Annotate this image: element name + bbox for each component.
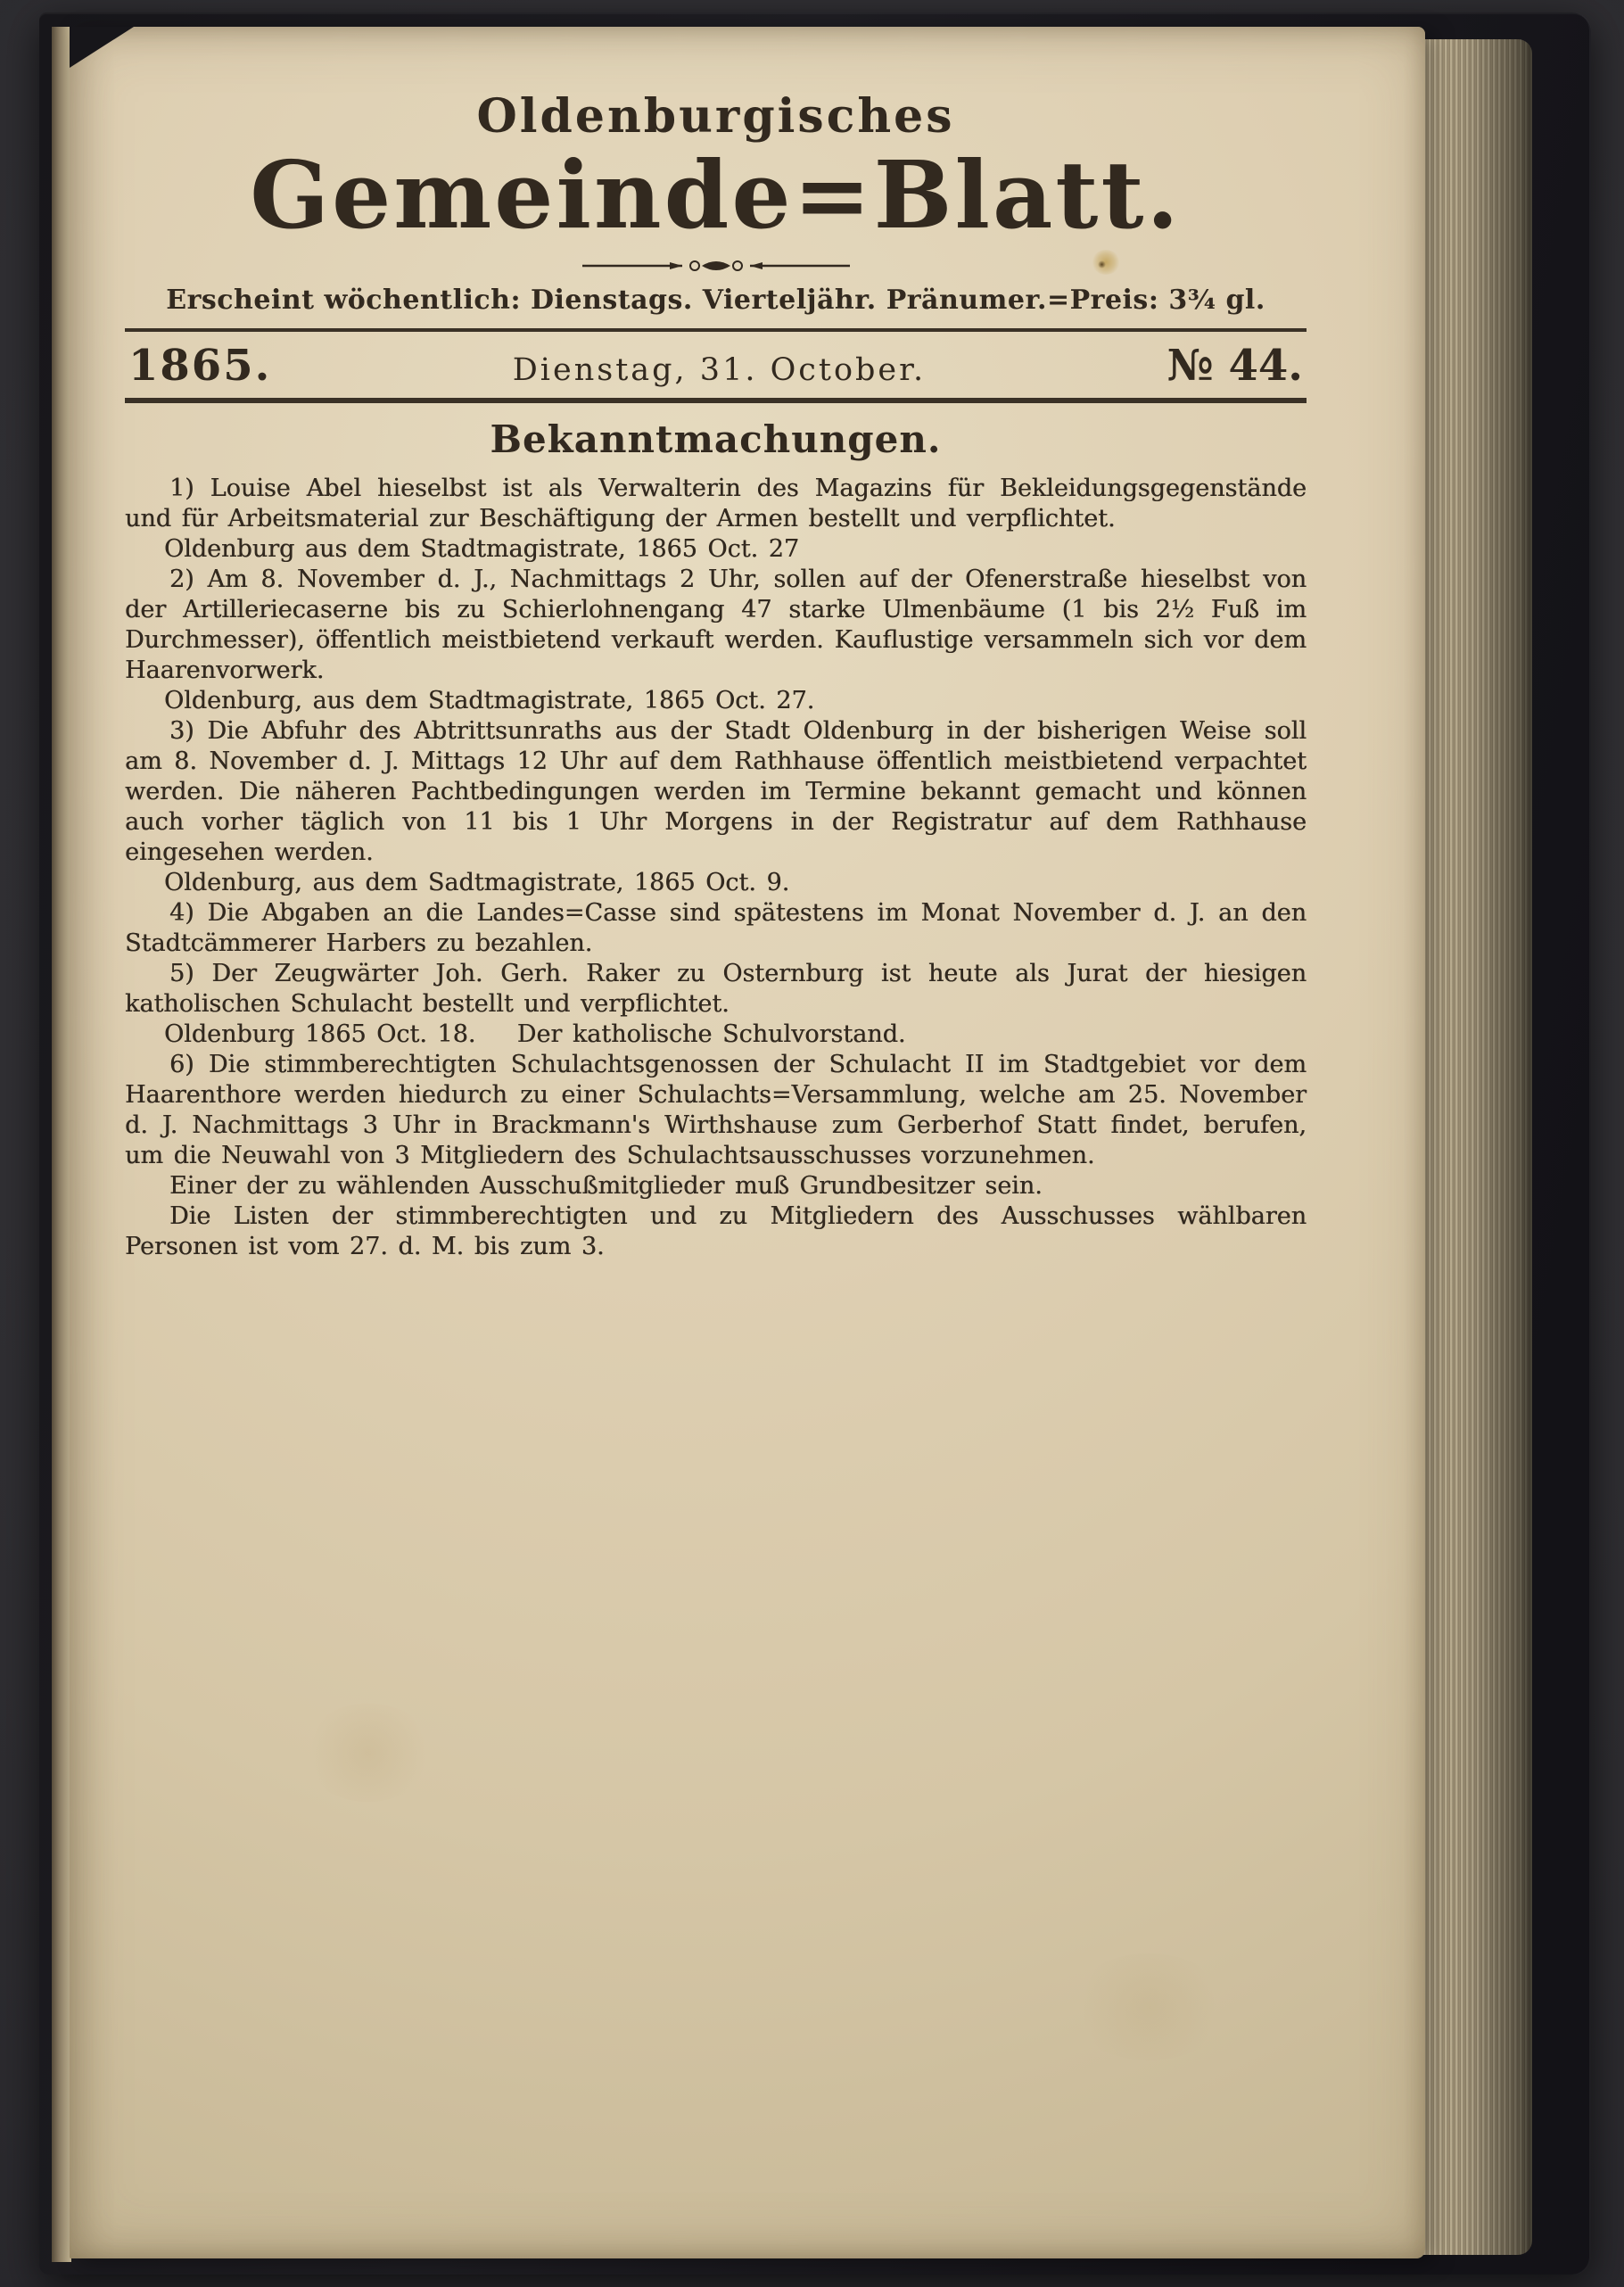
paper-stain xyxy=(301,1704,435,1802)
paragraph: Oldenburg, aus dem Sadtmagistrate, 1865 Oct. 9. xyxy=(164,868,790,896)
masthead xyxy=(125,89,1307,316)
paragraph: 3) Die Abfuhr des Abtrittsunraths aus der Stadt Oldenburg in der bisherigen Weise soll am 8. November d. J. Mittags 12 Uhr auf dem Rathhause öffentlich meistbietend verpachtet werden. Die näheren Pachtbedingungen werden im Termine bekannt gemacht und können auch vorher täglich von 11 bis 1 Uhr Morgens in der Registratur auf dem Rathhause eingesehen werden. xyxy=(125,716,1307,866)
masthead-title: Gemeinde=Blatt. xyxy=(250,140,1182,251)
section-title: Bekanntmachungen. xyxy=(490,417,942,461)
page-edges-left xyxy=(52,27,71,2262)
paragraph: 1) Louise Abel hieselbst ist als Verwalterin des Magazins für Bekleidungsgegenstände und für Arbeitsmaterial zur Beschäftigung der Armen bestellt und verpflichtet. xyxy=(125,474,1307,533)
paragraph: 4) Die Abgaben an die Landes=Casse sind spätestens im Monat November d. J. an den Stadtcämmerer Harbers zu bezahlen. xyxy=(125,898,1307,957)
gazette-page xyxy=(70,27,1425,2258)
cover-corner xyxy=(70,27,134,68)
paragraph: 6) Die stimmberechtigten Schulachtsgenossen der Schulacht II im Stadtgebiet vor dem Haarenthore werden hiedurch zu einer Schulachts=Versammlung, welche am 25. November d. J. Nachmittags 3 Uhr in Brackmann's Wirthshause zum Gerberhof Statt findet, berufen, um die Neuwahl von 3 Mitgliedern des Schulachtsausschusses vorzunehmen. xyxy=(125,1050,1307,1169)
paragraph: Oldenburg aus dem Stadtmagistrate, 1865 Oct. 27 xyxy=(164,534,800,563)
dateline-issue: № 44. xyxy=(1166,340,1303,391)
paper-stain xyxy=(1068,1953,1229,2060)
dateline-year: 1865. xyxy=(128,340,272,391)
paragraph: Einer der zu wählenden Ausschußmitglieder muß Grundbesitzer sein. xyxy=(169,1171,1043,1200)
dateline-date: Dienstag, 31. October. xyxy=(512,351,927,388)
subscription-line: Erscheint wöchentlich: Dienstags. Vierteljähr. Pränumer.=Preis: 3¾ gl. xyxy=(166,284,1265,316)
masthead-ornament-icon xyxy=(125,256,1307,276)
paragraph: Die Listen der stimmberechtigten und zu Mitgliedern des Ausschusses wählbaren Personen ist vom 27. d. M. bis zum 3. xyxy=(125,1201,1307,1260)
masthead-kicker: Oldenburgisches xyxy=(476,89,955,144)
announcements-list xyxy=(125,474,1307,1262)
rule-below-dateline xyxy=(125,398,1307,403)
dateline xyxy=(125,332,1307,398)
paragraph: 2) Am 8. November d. J., Nachmittags 2 Uhr, sollen auf der Ofenerstraße hieselbst von der Artilleriecaserne bis zu Schierlohnengang 47 starke Ulmenbäume (1 bis 2½ Fuß im Durchmesser), öffentlich meistbietend verkauft werden. Kauflustige versammeln sich vor dem Haarenvorwerk. xyxy=(125,565,1307,684)
paragraph: Oldenburg, aus dem Stadtmagistrate, 1865 Oct. 27. xyxy=(164,686,815,714)
page-edges-right xyxy=(1423,39,1532,2255)
page-content xyxy=(125,89,1307,1262)
paragraph: Oldenburg 1865 Oct. 18. Der katholische Schulvorstand. xyxy=(164,1020,906,1048)
paragraph: 5) Der Zeugwärter Joh. Gerh. Raker zu Osternburg ist heute als Jurat der hiesigen katholischen Schulacht bestellt und verpflichtet. xyxy=(125,959,1307,1018)
